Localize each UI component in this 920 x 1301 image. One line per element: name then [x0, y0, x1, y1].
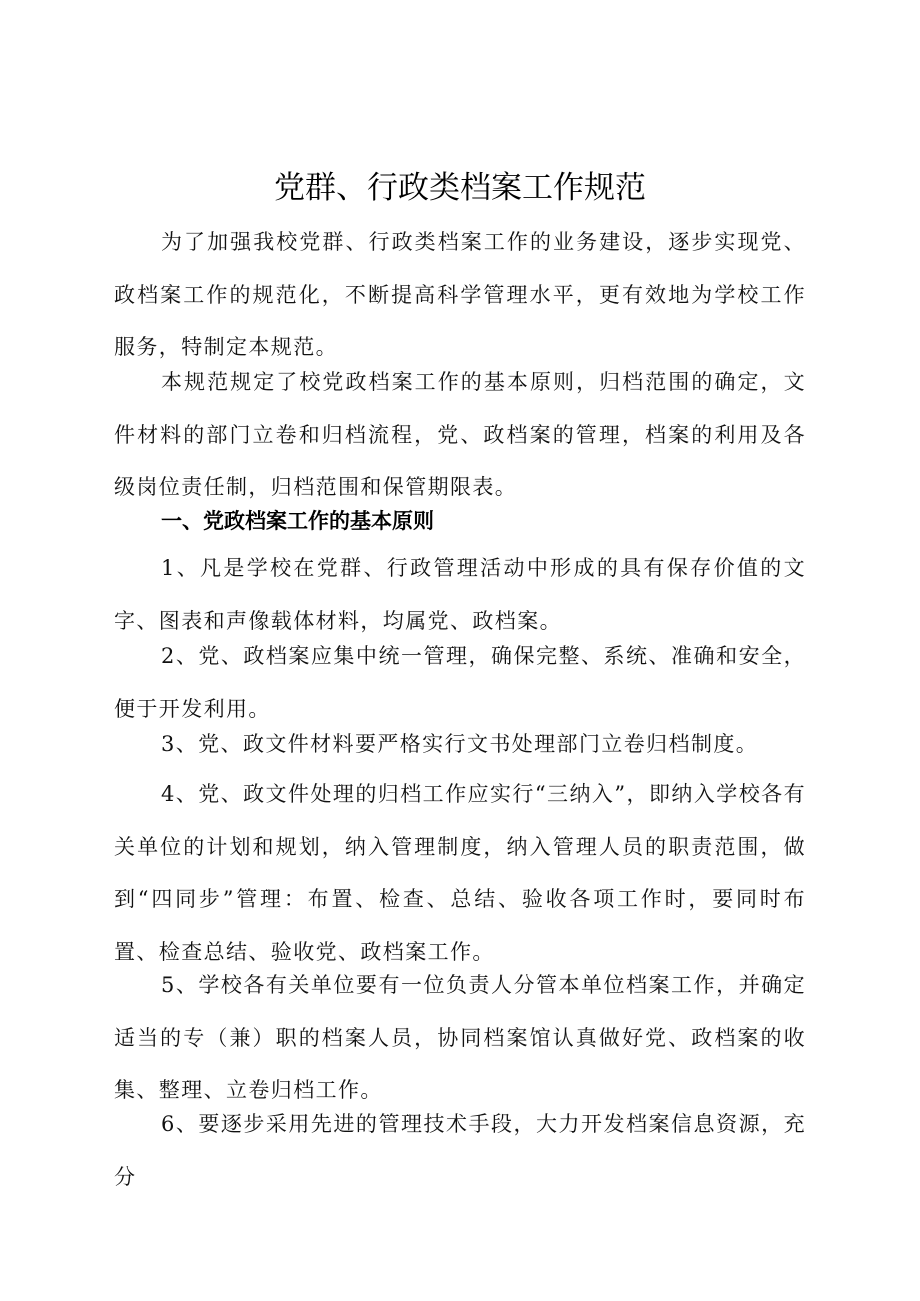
principle-item-3: 3、党、政文件材料要严格实行文书处理部门立卷归档制度。: [161, 732, 759, 756]
principle-item-6: 6、要逐步采用先进的管理技术手段，大力开发档案信息资源，充分: [114, 1112, 806, 1189]
principle-item-1: 1、凡是学校在党群、行政管理活动中形成的具有保存价值的文字、图表和声像载体材料，均属党、政档案。: [114, 556, 806, 633]
intro-paragraph-2: 本规范规定了校党政档案工作的基本原则，归档范围的确定，文件材料的部门立卷和归档流程，党、政档案的管理，档案的利用及各级岗位责任制，归档范围和保管期限表。: [114, 370, 806, 499]
principle-item-2: 2、党、政档案应集中统一管理，确保完整、系统、准确和安全，便于开发利用。: [114, 644, 806, 721]
section-heading-1: 一、党政档案工作的基本原则: [161, 509, 434, 533]
document-title: 党群、行政类档案工作规范: [274, 170, 646, 206]
principle-item-5: 5、学校各有关单位要有一位负责人分管本单位档案工作，并确定适当的专（兼）职的档案人员，协同档案馆认真做好党、政档案的收集、整理、立卷归档工作。: [114, 973, 806, 1102]
intro-paragraph-1: 为了加强我校党群、行政类档案工作的业务建设，逐步实现党、政档案工作的规范化，不断提高科学管理水平，更有效地为学校工作服务，特制定本规范。: [114, 230, 806, 359]
principle-item-4: 4、党、政文件处理的归档工作应实行“三纳入”，即纳入学校各有关单位的计划和规划，纳入管理制度，纳入管理人员的职责范围，做到“四同步”管理：布置、检查、总结、验收各项工作时，要同时布置、检查总结、验收党、政档案工作。: [114, 782, 806, 964]
